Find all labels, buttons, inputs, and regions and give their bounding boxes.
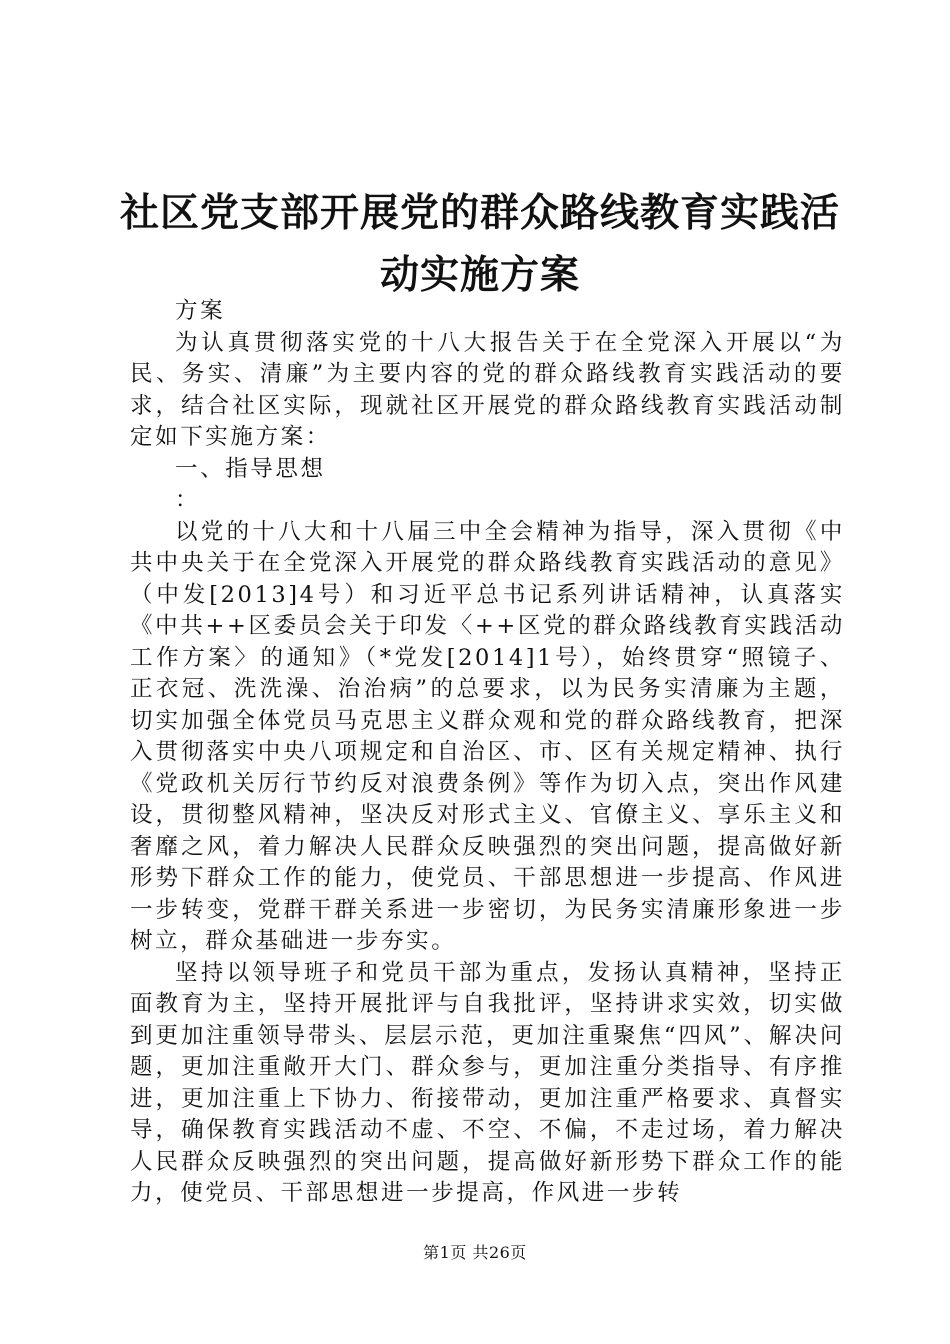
paragraph-guiding-thought: 以党的十八大和十八届三中全会精神为指导，深入贯彻《中共中央关于在全党深入开展党的群众路线教育实践活动的意见》（中发[2013]4号）和习近平总书记系列讲话精神，认真落实《中共++区委员会关于印发〈++区党的群众路线教育实践活动工作方案〉的通知》（*党发[2014]1号），始终贯穿“照镜子、正衣冠、洗洗澡、治治病”的总要求，以为民务实清廉为主题，切实加强全体党员马克思主义群众观和党的群众路线教育，把深入贯彻落实中央八项规定和自治区、市、区有关规定精神、执行《党政机关厉行节约反对浪费条例》等作为切入点，突出作风建设，贯彻整风精神，坚决反对形式主义、官僚主义、享乐主义和奢靡之风，着力解决人民群众反映强烈的突出问题，提高做好新形势下群众工作的能力，使党员、干部思想进一步提高、作风进一步转变，党群干群关系进一步密切，为民务实清廉形象进一步树立，群众基础进一步夯实。 [130,518,845,954]
paragraph-intro: 为认真贯彻落实党的十八大报告关于在全党深入开展以“为民、务实、清廉”为主要内容的党的群众路线教育实践活动的要求，结合社区实际，现就社区开展党的群众路线教育实践活动制定如下实施方案： [130,329,845,450]
document-title: 社区党支部开展党的群众路线教育实践活动实施方案 [119,190,840,298]
paragraph-label: 方案 [175,298,226,324]
section-heading: 一、指导思想 [175,455,326,482]
document-body [130,296,845,1210]
paragraph-colon: ： [175,487,201,513]
paragraph-principles: 坚持以领导班子和党员干部为重点，发扬认真精神，坚持正面教育为主，坚持开展批评与自我批评，坚持讲求实效，切实做到更加注重领导带头、层层示范，更加注重聚焦“四风”、解决问题，更加注重敞开大门、群众参与，更加注重分类指导、有序推进，更加注重上下协力、衔接带动，更加注重严格要求、真督实导，确保教育实践活动不虚、不空、不偏，不走过场，着力解决人民群众反映强烈的突出问题，提高做好新形势下群众工作的能力，使党员、干部思想进一步提高，作风进一步转 [130,959,845,1206]
page-number: 第1页 共26页 [423,1243,527,1262]
